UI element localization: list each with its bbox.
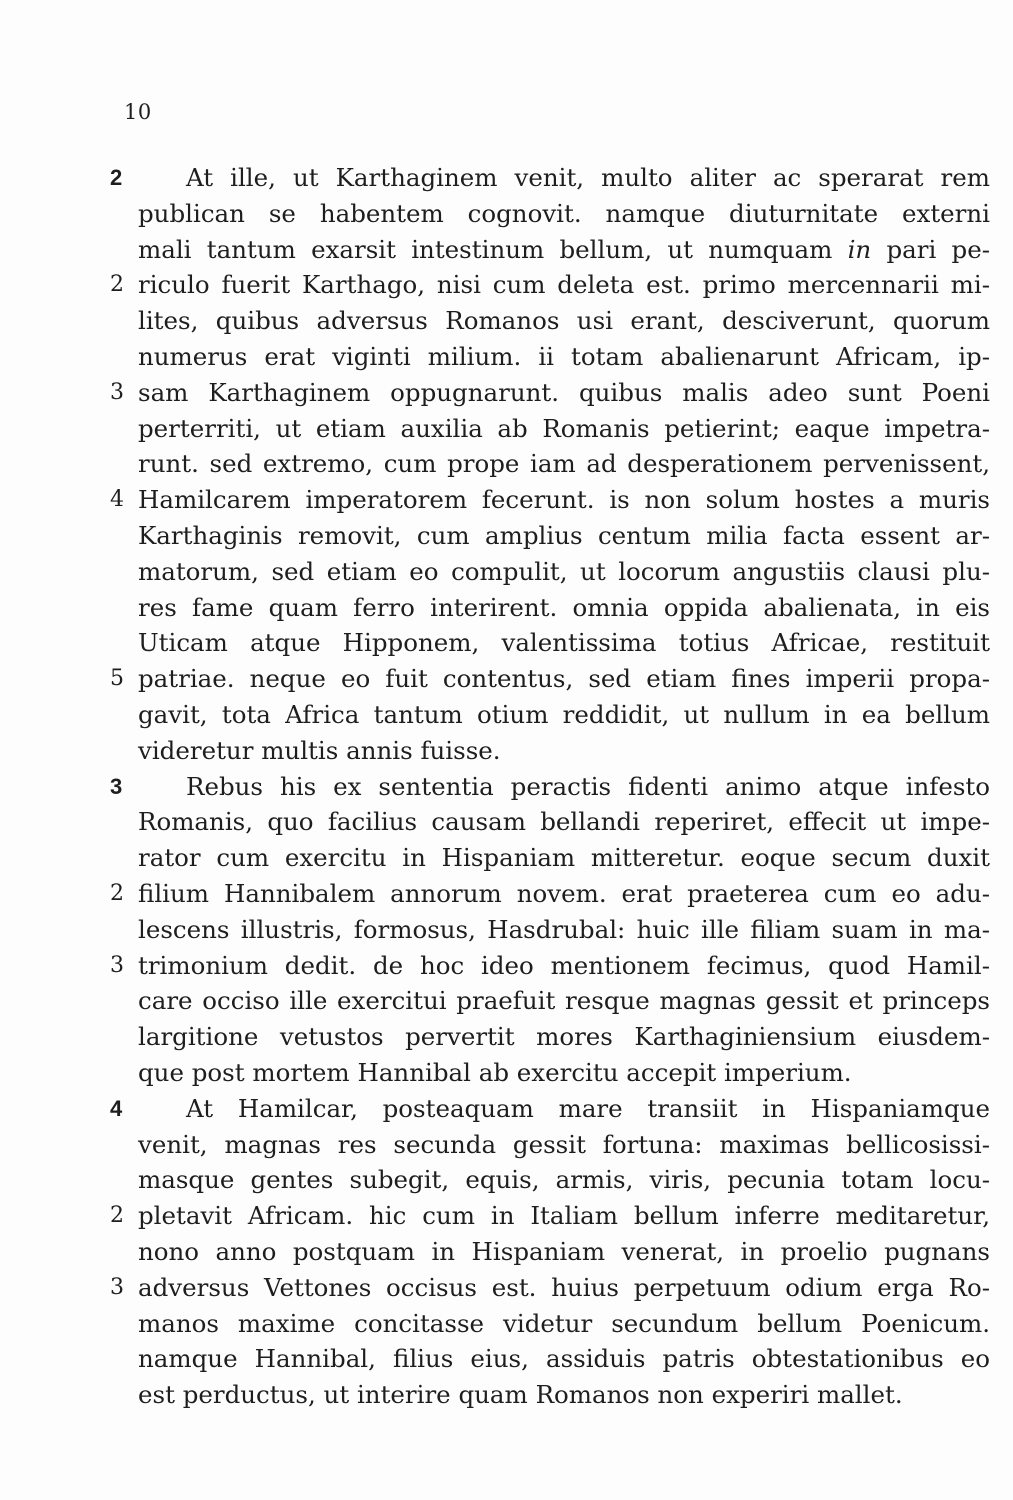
text-line: [110, 1234, 990, 1270]
text-line: [110, 1306, 990, 1342]
line-text: At Hamilcar, posteaquam mare transiit in Hispaniamque: [186, 1093, 990, 1123]
line-text: Rebus his ex sententia peractis fidenti animo atque infesto: [186, 771, 990, 801]
line-text: gavit, tota Africa tantum otium reddidit, ut nullum in ea bellum: [138, 699, 990, 729]
text-line: [110, 840, 990, 876]
text-line: [110, 1270, 990, 1306]
text-line: [110, 303, 990, 339]
text-line: [110, 733, 990, 769]
line-text: At ille, ut Karthaginem venit, multo aliter ac sperarat rem: [186, 163, 990, 192]
latin-text-body: [110, 160, 990, 1413]
line-text: nono anno postquam in Hispaniam venerat, in proelio pugnans: [138, 1236, 990, 1266]
text-line: [110, 482, 990, 518]
section-number: 4: [110, 487, 124, 513]
section-number: 2: [110, 272, 124, 298]
text-line: [110, 1198, 990, 1234]
text-line: [110, 1377, 990, 1413]
text-line: [110, 160, 990, 196]
line-text: manos maxime concitasse videtur secundum bellum Poenicum.: [138, 1308, 990, 1338]
text-line: [110, 697, 990, 733]
line-text: namque Hannibal, filius eius, assiduis patris obtestationibus eo: [138, 1344, 990, 1374]
text-line: [110, 804, 990, 840]
line-text: masque gentes subegit, equis, armis, viris, pecunia totam locu-: [138, 1165, 990, 1195]
chapter-number: 3: [110, 773, 123, 799]
line-text: runt. sed extremo, cum prope iam ad desperationem pervenissent,: [138, 449, 990, 479]
line-text: Karthaginis removit, cum amplius centum milia facta essent ar-: [138, 520, 990, 550]
line-text: est perductus, ut interire quam Romanos non experiri mallet.: [138, 1380, 903, 1410]
section-number: 2: [110, 880, 124, 906]
text-line: [110, 375, 990, 411]
text-line: [110, 912, 990, 948]
text-line: [110, 1341, 990, 1377]
line-text: Hamilcarem imperatorem fecerunt. is non solum hostes a muris: [138, 485, 990, 515]
line-text: que post mortem Hannibal ab exercitu accepit imperium.: [138, 1057, 852, 1087]
text-line: [110, 411, 990, 447]
text-line: [110, 590, 990, 626]
line-text: videretur multis annis fuisse.: [138, 735, 501, 765]
text-line: [110, 625, 990, 661]
line-text: largitione vetustos pervertit mores Karthaginiensium eiusdem-: [138, 1022, 990, 1052]
line-text: res fame quam ferro interirent. omnia oppida abalienata, in eis: [138, 592, 990, 622]
section-number: 3: [110, 952, 124, 978]
line-text: sam Karthaginem oppugnarunt. quibus malis adeo sunt Poeni: [138, 377, 990, 407]
chapter-number: 4: [110, 1095, 123, 1121]
page-number: 10: [124, 100, 152, 124]
text-line: [110, 232, 990, 268]
text-line: [110, 446, 990, 482]
text-line: [110, 1091, 990, 1127]
line-text: publican se habentem cognovit. namque diuturnitate externi: [138, 198, 990, 228]
chapter-number: 2: [110, 165, 123, 190]
line-text: patriae. neque eo fuit contentus, sed etiam fines imperii propa-: [138, 664, 990, 694]
text-line: [110, 876, 990, 912]
line-text: filium Hannibalem annorum novem. erat praeterea cum eo adu-: [138, 878, 990, 908]
line-text: lescens illustris, formosus, Hasdrubal: huic ille filiam suam in ma-: [138, 914, 990, 944]
text-line: [110, 661, 990, 697]
text-line: [110, 1127, 990, 1163]
text-line: [110, 267, 990, 303]
text-line: [110, 339, 990, 375]
line-text: riculo fuerit Karthago, nisi cum deleta est. primo mercennarii mi-: [138, 270, 990, 300]
line-text: lites, quibus adversus Romanos usi erant, desciverunt, quorum: [138, 306, 990, 336]
line-text: mali tantum exarsit intestinum bellum, ut numquam in pari pe-: [138, 234, 991, 264]
line-text: adversus Vettones occisus est. huius perpetuum odium erga Ro-: [138, 1272, 990, 1302]
text-line: [110, 554, 990, 590]
text-line: [110, 518, 990, 554]
section-number: 5: [110, 666, 124, 692]
line-text: rator cum exercitu in Hispaniam mitteretur. eoque secum duxit: [138, 843, 990, 873]
text-line: [110, 196, 990, 232]
line-text: perterriti, ut etiam auxilia ab Romanis petierint; eaque impetra-: [138, 413, 990, 443]
line-text: matorum, sed etiam eo compulit, ut locorum angustiis clausi plu-: [138, 556, 990, 586]
section-number: 3: [110, 379, 124, 405]
text-line: [110, 1055, 990, 1091]
line-text: pletavit Africam. hic cum in Italiam bellum inferre meditaretur,: [138, 1201, 990, 1231]
line-text: care occiso ille exercitui praefuit resque magnas gessit et princeps: [138, 986, 990, 1016]
section-number: 3: [110, 1274, 124, 1300]
line-text: trimonium dedit. de hoc ideo mentionem fecimus, quod Hamil-: [138, 950, 990, 980]
text-line: [110, 1019, 990, 1055]
line-text: numerus erat viginti milium. ii totam abalienarunt Africam, ip-: [138, 341, 990, 371]
text-line: [110, 983, 990, 1019]
text-line: [110, 769, 990, 805]
line-text: Romanis, quo facilius causam bellandi reperiret, effecit ut impe-: [138, 807, 990, 837]
text-line: [110, 1162, 990, 1198]
text-line: [110, 948, 990, 984]
section-number: 2: [110, 1203, 124, 1229]
line-text: Uticam atque Hipponem, valentissima totius Africae, restituit: [138, 628, 990, 658]
line-text: venit, magnas res secunda gessit fortuna: maximas bellicosissi-: [138, 1129, 990, 1159]
